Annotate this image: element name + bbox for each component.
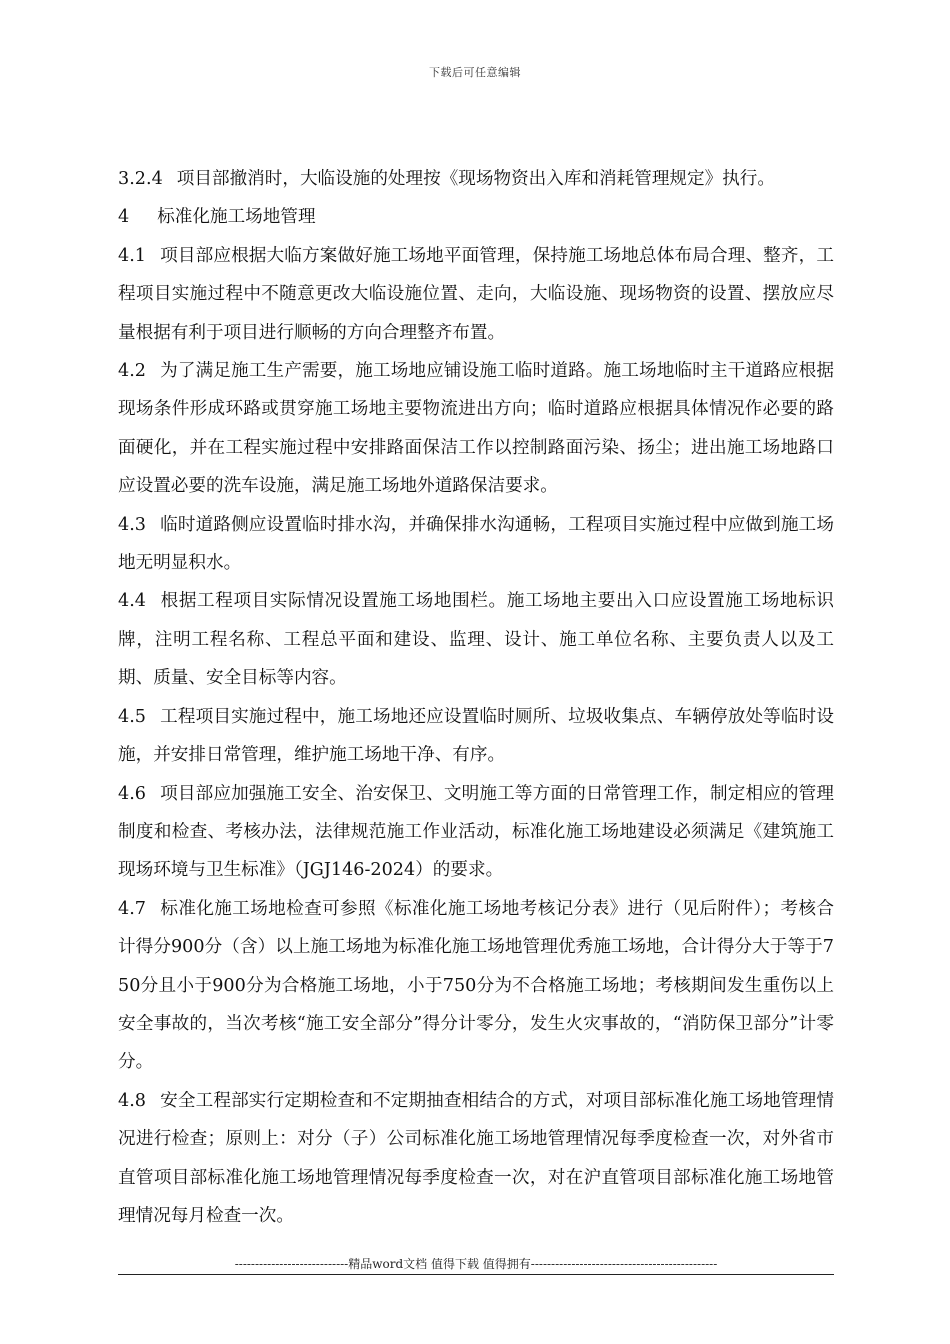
paragraph-4-8 [118,1082,834,1236]
paragraph-4-7 [118,890,834,1082]
clause-number: 4.8 [118,1090,146,1111]
clause-number: 4.3 [118,514,146,535]
paragraph-4-2 [118,352,834,506]
clause-number: 4.4 [118,591,146,612]
section-heading-4 [118,198,834,236]
clause-number: 4.6 [118,783,146,804]
section-title: 标准化施工场地管理 [157,207,316,228]
section-number: 4 [118,207,130,228]
clause-text: 工程项目实施过程中，施工场地还应设置临时厕所、垃圾收集点、车辆停放处等临时设施，并安排日常管理，维护施工场地干净、有序。 [118,706,834,766]
clause-text: 项目部撤消时，大临设施的处理按《现场物资出入库和消耗管理规定》执行。 [176,169,775,189]
clause-text: 为了满足施工生产需要，施工场地应铺设施工临时道路。施工场地临时主干道路应根据现场条件形成环路或贯穿施工场地主要物流进出方向；临时道路应根据具体情况作必要的路面硬化，并在工程实施过程中安排路面保洁工作以控制路面污染、扬尘；进出施工场地路口应设置必要的洗车设施，满足施工场地外道路保洁要求。 [118,361,834,497]
clause-text: 项目部应根据大临方案做好施工场地平面管理，保持施工场地总体布局合理、整齐，工程项目实施过程中不随意更改大临设施位置、走向，大临设施、现场物资的设置、摆放应尽量根据有利于项目进行顺畅的方向合理整齐布置。 [118,245,834,343]
footer-divider [118,1274,834,1275]
clause-number: 4.7 [118,898,146,919]
paragraph-4-1 [118,237,834,352]
clause-text: 项目部应加强施工安全、治安保卫、文明施工等方面的日常管理工作，制定相应的管理制度和检查、考核办法，法律规范施工作业活动，标准化施工场地建设必须满足《建筑施工现场环境与卫生标准》（JGJ146-2024）的要求。 [118,783,834,881]
clause-number: 4.5 [118,706,146,727]
document-body [118,160,834,1235]
clause-number: 3.2.4 [118,169,163,189]
clause-number: 4.1 [118,245,146,266]
clause-text: 安全工程部实行定期检查和不定期抽查相结合的方式，对项目部标准化施工场地管理情况进行检查；原则上：对分（子）公司标准化施工场地管理情况每季度检查一次，对外省市直管项目部标准化施工场地管理情况每季度检查一次，对在沪直管项目部标准化施工场地管理情况每月检查一次。 [118,1090,834,1226]
clause-text: 根据工程项目实际情况设置施工场地围栏。施工场地主要出入口应设置施工场地标识牌，注明工程名称、工程总平面和建设、监理、设计、施工单位名称、主要负责人以及工期、质量、安全目标等内容。 [118,591,834,689]
paragraph-3-2-4 [118,160,834,198]
clause-number: 4.2 [118,361,146,382]
paragraph-4-3 [118,506,834,583]
page-header: 下载后可任意编辑 [429,66,521,79]
paragraph-4-5 [118,698,834,775]
clause-text: 临时道路侧应设置临时排水沟，并确保排水沟通畅，工程项目实施过程中应做到施工场地无明显积水。 [118,514,834,574]
page-footer: ----------------------------精品word文档 值得下载 值得拥有---------------------------------------------- [234,1257,718,1271]
paragraph-4-6 [118,775,834,890]
paragraph-4-4 [118,582,834,697]
clause-text: 标准化施工场地检查可参照《标准化施工场地考核记分表》进行（见后附件）；考核合计得分900分（含）以上施工场地为标准化施工场地管理优秀施工场地，合计得分大于等于750分且小于900分为合格施工场地，小于750分为不合格施工场地；考核期间发生重伤以上安全事故的，当次考核“施工安全部分”得分计零分，发生火灾事故的，“消防保卫部分”计零分。 [118,898,834,1073]
